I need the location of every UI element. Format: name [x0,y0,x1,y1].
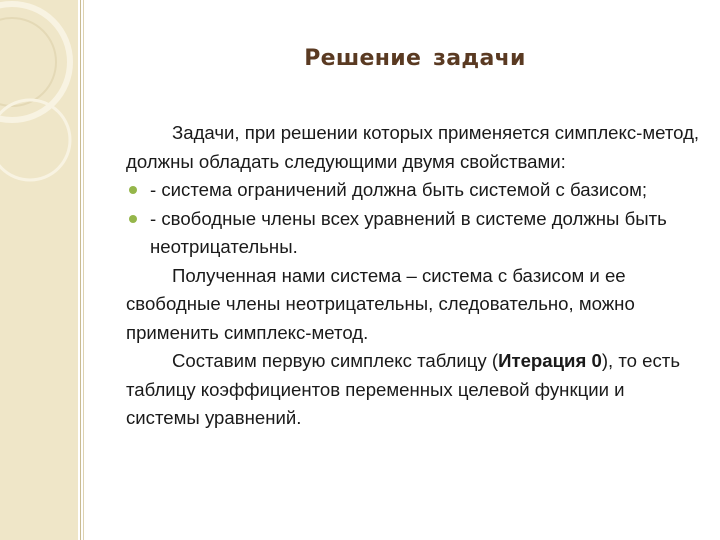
bullet-item [126,205,702,262]
bullet-dot-icon [129,215,137,223]
sidebar-divider [80,0,81,540]
sidebar-divider-inner [83,0,84,540]
intro-paragraph: Задачи, при решении которых применяется симплекс-метод, должны обладать следующими двумя свойствами: [126,122,700,172]
final-paragraph [126,347,702,433]
bullet-item [126,176,702,205]
decorative-sidebar [0,0,78,540]
bullet-dot-icon [129,186,137,194]
bullet-text: - система ограничений должна быть системой с базисом; [150,179,648,200]
final-text-after: ), то есть таблицу коэффициентов переменных целевой функции и системы уравнений. [126,350,681,428]
bullet-text: - свободные члены всех уравнений в системе должны быть неотрицательны. [150,207,667,257]
conclusion-paragraph: Полученная нами система – система с базисом и ее свободные члены неотрицательны, следовательно, можно применить симплекс-метод. [126,264,635,343]
circle-ornament-icon [0,0,78,540]
slide-body [126,119,702,433]
iteration-label: Итерация 0 [498,350,602,371]
final-text-before: Составим первую симплекс таблицу ( [172,350,499,371]
slide-title: Решение задачи [304,46,526,71]
